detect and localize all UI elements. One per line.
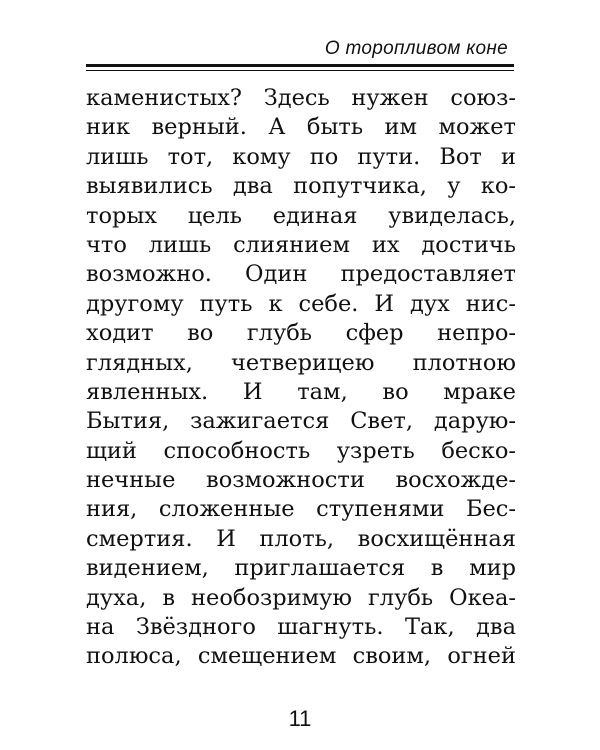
text-line: духа, в необозримую глубь Океа- bbox=[86, 584, 516, 611]
text-line: полюса, смещением своим, огней bbox=[86, 643, 516, 670]
text-line: явленных. И там, во мраке bbox=[86, 378, 516, 405]
header-rule-thick bbox=[86, 64, 514, 67]
page-number: 11 bbox=[288, 706, 312, 731]
text-line: глядных, четверицею плотною bbox=[86, 349, 516, 376]
text-line: что лишь слиянием их достичь bbox=[86, 231, 516, 258]
text-line: видением, приглашается в мир bbox=[86, 555, 516, 582]
running-title: О торопливом коне bbox=[324, 38, 508, 59]
text-line: смертия. И плоть, восхищённая bbox=[86, 525, 516, 552]
text-line: ник верный. А быть им может bbox=[86, 114, 516, 141]
text-line: щий способность узреть беско- bbox=[86, 437, 516, 464]
text-line: ходит во глубь сфер непро- bbox=[86, 320, 516, 347]
text-line: выявились два попутчика, у ко- bbox=[86, 173, 516, 200]
body-text bbox=[86, 84, 516, 672]
text-line: лишь тот, кому по пути. Вот и bbox=[86, 143, 516, 170]
text-line: на Звёздного шагнуть. Так, два bbox=[86, 614, 516, 641]
text-line: каменистых? Здесь нужен союз- bbox=[86, 85, 516, 111]
text-line: Бытия, зажигается Свет, дарую- bbox=[86, 408, 516, 435]
header-rule-thin bbox=[86, 70, 514, 71]
text-line: нечные возможности восхожде- bbox=[86, 467, 516, 494]
text-line: ния, сложенные ступенями Бес- bbox=[86, 496, 516, 523]
text-line: другому путь к себе. И дух нис- bbox=[86, 290, 516, 317]
text-line: торых цель единая увиделась, bbox=[86, 202, 516, 229]
text-line: возможно. Один предоставляет bbox=[86, 261, 516, 288]
